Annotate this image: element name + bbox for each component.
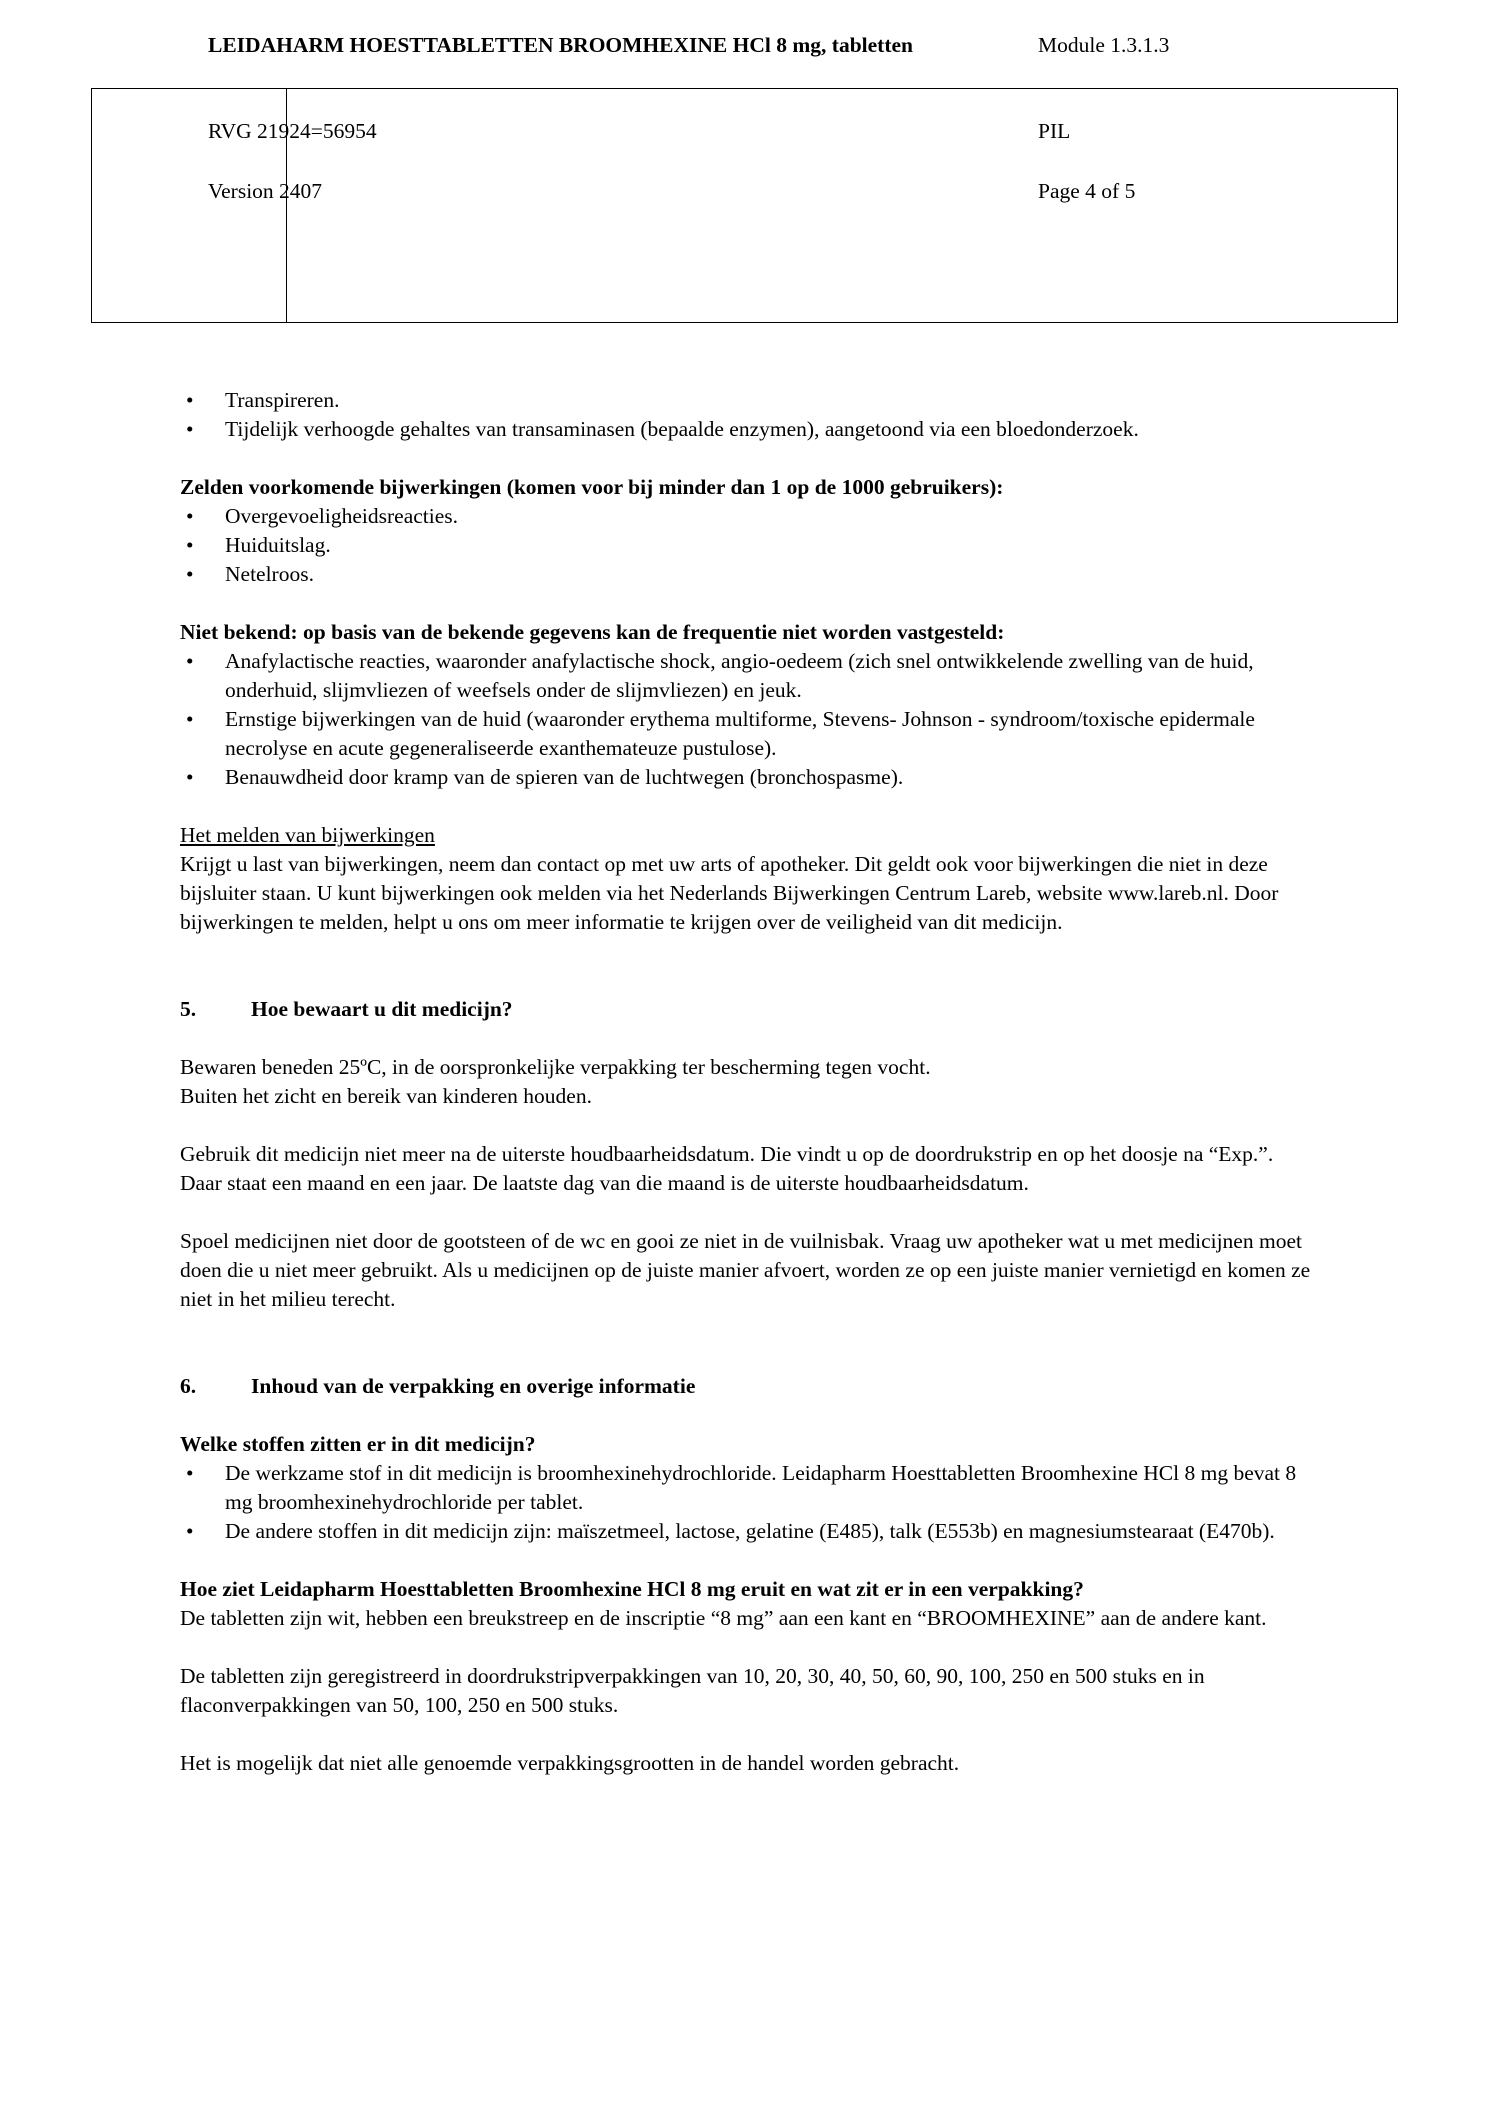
section-5-heading xyxy=(180,995,1320,1024)
disposal-text: Spoel medicijnen niet door de gootsteen of de wc en gooi ze niet in de vuilnisbak. Vraag uw apotheker wat u met medicijnen moet doen die u niet meer gebruikt. Als u medicijnen op de juiste manier afvoert, worden ze op een juiste manier vernietigd en komen ze niet in het milieu terecht. xyxy=(180,1229,1311,1311)
section-number: 6. xyxy=(180,1374,197,1398)
bullet-icon: • xyxy=(186,765,194,789)
list-item: • Ernstige bijwerkingen van de huid (waaronder erythema multiforme, Stevens- Johnson - syndroom/toxische epidermale necrolyse en acute gegeneraliseerde exanthemateuze pustulose). xyxy=(186,707,1255,760)
module-label: Module 1.3.1.3 xyxy=(1038,33,1170,57)
section-title: Hoe bewaart u dit medicijn? xyxy=(251,997,513,1021)
section-number: 5. xyxy=(180,997,197,1021)
list-item: • Netelroos. xyxy=(180,560,1320,589)
list-item: • De andere stoffen in dit medicijn zijn: maïszetmeel, lactose, gelatine (E485), talk (E553b) en magnesiumstearaat (E470b). xyxy=(180,1517,1320,1546)
bullet-icon: • xyxy=(186,649,194,673)
bullet-icon: • xyxy=(186,417,194,441)
substances-heading: Welke stoffen zitten er in dit medicijn? xyxy=(180,1432,536,1456)
appearance-text: De tabletten zijn wit, hebben een breukstreep en de inscriptie “8 mg” aan een kant en “BROOMHEXINE” aan de andere kant. xyxy=(180,1606,1267,1630)
reporting-heading: Het melden van bijwerkingen xyxy=(180,823,435,847)
pack-sizes-text: De tabletten zijn geregistreerd in doordrukstripverpakkingen van 10, 20, 30, 40, 50, 60, 90, 100, 250 en 500 stuks en in flaconverpakkingen van 50, 100, 250 en 500 stuks. xyxy=(180,1664,1205,1717)
storage-text-line-2: Buiten het zicht en bereik van kinderen houden. xyxy=(180,1084,592,1108)
rare-side-effects-heading: Zelden voorkomende bijwerkingen (komen voor bij minder dan 1 op de 1000 gebruikers): xyxy=(180,475,1004,499)
bullet-icon: • xyxy=(186,1461,194,1485)
page-number: Page 4 of 5 xyxy=(1038,179,1136,203)
expiry-text: Gebruik dit medicijn niet meer na de uiterste houdbaarheidsdatum. Die vindt u op de doordrukstrip en op het doosje na “Exp.”. Daar staat een maand en een jaar. De laatste dag van die maand is de uiterste houdbaarheidsdatum. xyxy=(180,1142,1274,1195)
marketing-text: Het is mogelijk dat niet alle genoemde verpakkingsgrootten in de handel worden gebracht. xyxy=(180,1751,960,1775)
unknown-frequency-list xyxy=(180,647,1320,792)
section-title: Inhoud van de verpakking en overige informatie xyxy=(251,1374,696,1398)
appearance-heading: Hoe ziet Leidapharm Hoesttabletten Broomhexine HCl 8 mg eruit en wat zit er in een verpakking? xyxy=(180,1577,1084,1601)
list-item: • Huiduitslag. xyxy=(180,531,1320,560)
reporting-text: Krijgt u last van bijwerkingen, neem dan contact op met uw arts of apotheker. Dit geldt ook voor bijwerkingen die niet in deze bijsluiter staan. U kunt bijwerkingen ook melden via het Nederlands Bijwerkingen Centrum Lareb, website www.lareb.nl. Door bijwerkingen te melden, helpt u ons om meer informatie te krijgen over de veiligheid van dit medicijn. xyxy=(180,852,1279,934)
bullet-icon: • xyxy=(186,1519,194,1543)
bullet-icon: • xyxy=(186,562,194,586)
bullet-icon: • xyxy=(186,504,194,528)
bullet-icon: • xyxy=(186,388,194,412)
document-type: PIL xyxy=(1038,119,1071,143)
storage-text-line-1: Bewaren beneden 25ºC, in de oorspronkelijke verpakking ter bescherming tegen vocht. xyxy=(180,1055,931,1079)
list-item: • De werkzame stof in dit medicijn is broomhexinehydrochloride. Leidapharm Hoesttabletten Broomhexine HCl 8 mg bevat 8 mg broomhexinehydrochloride per tablet. xyxy=(186,1461,1297,1514)
section-6-heading xyxy=(180,1372,1320,1401)
bullet-icon: • xyxy=(186,707,194,731)
substances-list xyxy=(180,1459,1320,1546)
document-body xyxy=(180,386,1320,1778)
list-item: • Tijdelijk verhoogde gehaltes van transaminasen (bepaalde enzymen), aangetoond via een bloedonderzoek. xyxy=(180,415,1320,444)
bullet-icon: • xyxy=(186,533,194,557)
rare-side-effects-list xyxy=(180,502,1320,589)
side-effects-list xyxy=(180,386,1320,444)
list-item: • Overgevoeligheidsreacties. xyxy=(180,502,1320,531)
list-item: • Benauwdheid door kramp van de spieren van de luchtwegen (bronchospasme). xyxy=(180,763,1320,792)
version-label: Version 2407 xyxy=(208,179,323,203)
product-title: LEIDAHARM HOESTTABLETTEN BROOMHEXINE HCl 8 mg, tabletten xyxy=(208,33,913,57)
rvg-number: RVG 21924=56954 xyxy=(208,119,377,143)
unknown-frequency-heading: Niet bekend: op basis van de bekende gegevens kan de frequentie niet worden vastgesteld: xyxy=(180,620,1005,644)
list-item: • Transpireren. xyxy=(180,386,1320,415)
list-item: • Anafylactische reacties, waaronder anafylactische shock, angio-oedeem (zich snel ontwikkelende zwelling van de huid, onderhuid, slijmvliezen of weefsels onder de slijmvliezen) en jeuk. xyxy=(186,649,1254,702)
